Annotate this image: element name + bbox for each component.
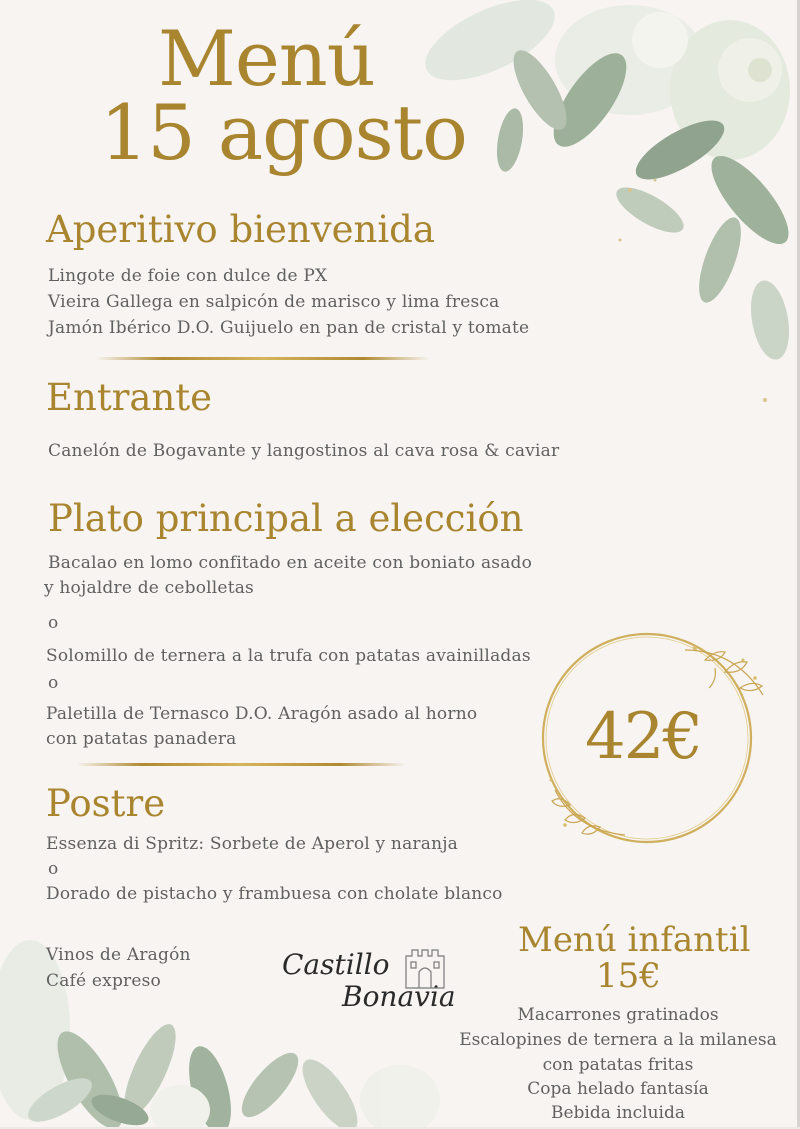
extra-item: Café expreso bbox=[46, 971, 161, 991]
menu-item: Jamón Ibérico D.O. Guijuelo en pan de cristal y tomate bbox=[48, 318, 530, 338]
menu-item: Lingote de foie con dulce de PX bbox=[48, 266, 328, 286]
menu-item: Canelón de Bogavante y langostinos al cava rosa & caviar bbox=[48, 441, 560, 461]
infantil-price: 15€ bbox=[596, 956, 661, 996]
menu-item: con patatas panadera bbox=[46, 729, 237, 749]
divider-line bbox=[96, 357, 430, 360]
menu-date: 15 agosto bbox=[100, 88, 467, 177]
menu-item-or: o bbox=[48, 859, 59, 879]
section-heading-principal: Plato principal a elección bbox=[48, 497, 524, 540]
menu-item: y hojaldre de cebolletas bbox=[44, 578, 254, 598]
infantil-item: Macarrones gratinados bbox=[517, 1005, 719, 1025]
extra-item: Vinos de Aragón bbox=[46, 945, 191, 965]
infantil-item: Escalopines de ternera a la milanesa bbox=[459, 1030, 777, 1050]
infantil-item: Bebida incluida bbox=[550, 1103, 686, 1123]
menu-item: Bacalao en lomo confitado en aceite con boniato asado bbox=[48, 553, 533, 573]
menu-item-or: o bbox=[48, 613, 59, 633]
menu-title: Menú bbox=[158, 14, 375, 103]
menu-item-or: o bbox=[48, 673, 59, 693]
logo-text-line2: Bonavia bbox=[342, 980, 456, 1013]
section-heading-aperitivo: Aperitivo bienvenida bbox=[46, 208, 435, 251]
menu-item: Dorado de pistacho y frambuesa con cholate blanco bbox=[46, 884, 503, 904]
menu-item: Solomillo de ternera a la trufa con patatas avainilladas bbox=[46, 646, 531, 666]
menu-item: Paletilla de Ternasco D.O. Aragón asado al horno bbox=[46, 704, 478, 724]
menu-item: Vieira Gallega en salpicón de marisco y lima fresca bbox=[48, 292, 500, 312]
gold-dots-decoration bbox=[600, 150, 800, 410]
infantil-item: Copa helado fantasía bbox=[527, 1079, 709, 1099]
section-heading-postre: Postre bbox=[46, 782, 166, 825]
price: 42€ bbox=[585, 700, 702, 774]
divider-line bbox=[76, 763, 406, 766]
menu-item: Essenza di Spritz: Sorbete de Aperol y naranja bbox=[46, 834, 459, 854]
logo-text-line1: Castillo bbox=[282, 948, 390, 981]
section-heading-infantil: Menú infantil bbox=[518, 920, 751, 960]
castle-icon bbox=[402, 942, 448, 990]
infantil-item: con patatas fritas bbox=[542, 1055, 694, 1075]
castillo-bonavia-logo bbox=[280, 940, 460, 1020]
section-heading-entrante: Entrante bbox=[46, 376, 213, 419]
